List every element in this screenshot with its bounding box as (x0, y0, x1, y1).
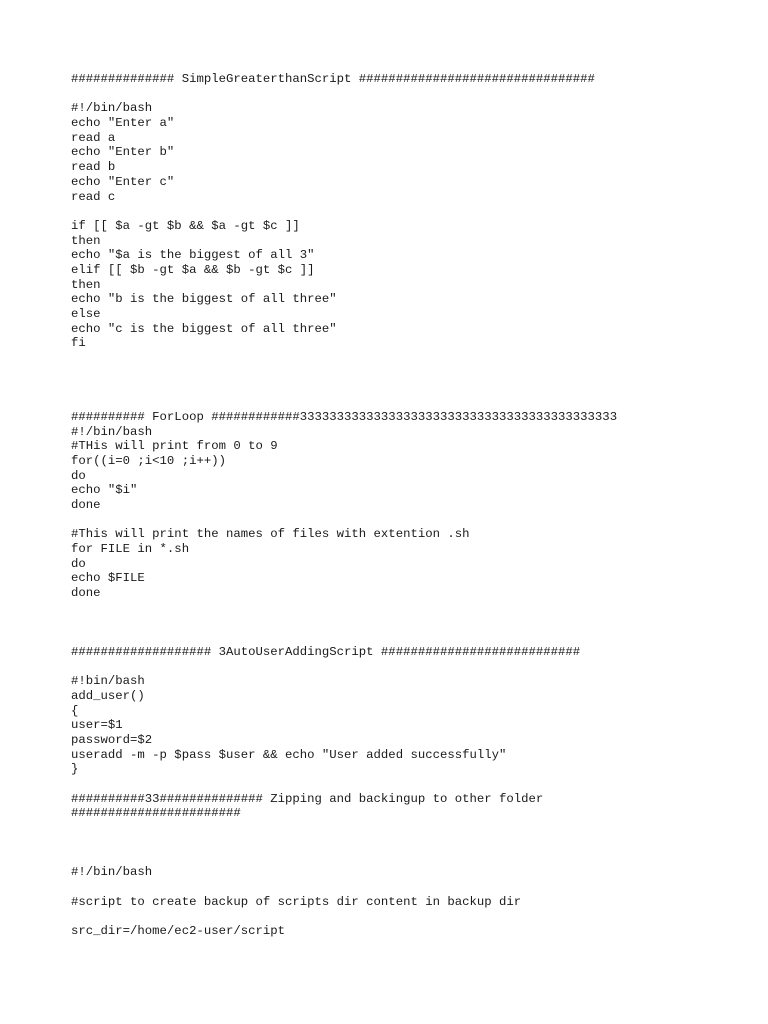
blank-line (71, 87, 751, 102)
code-line: do (71, 556, 86, 571)
blank-line (71, 513, 751, 528)
code-line: read c (71, 189, 116, 204)
code-line: #THis will print from 0 to 9 (71, 439, 278, 454)
code-line: #!bin/bash (71, 674, 145, 689)
code-line: ##########33############## Zipping and backingup to other folder (71, 791, 544, 806)
blank-line (71, 395, 751, 410)
code-line: user=$1 (71, 718, 123, 733)
blank-line (71, 880, 751, 895)
code-line: for((i=0 ;i<10 ;i++)) (71, 453, 226, 468)
code-line: { (71, 703, 79, 718)
code-line: done (71, 497, 101, 512)
blank-line (71, 601, 751, 616)
code-line: echo $FILE (71, 571, 145, 586)
blank-line (71, 630, 751, 645)
code-line: echo "Enter b" (71, 145, 175, 160)
code-line: read b (71, 160, 116, 175)
code-line: #This will print the names of files with extention .sh (71, 527, 470, 542)
blank-line (71, 836, 751, 851)
code-line: ############## SimpleGreaterthanScript ################################ (71, 72, 595, 86)
code-line: echo "Enter a" (71, 116, 175, 131)
code-line: elif [[ $b -gt $a && $b -gt $c ]] (71, 262, 315, 277)
code-line: } (71, 762, 79, 777)
code-line: do (71, 468, 86, 483)
code-line: add_user() (71, 688, 145, 703)
code-line: fi (71, 336, 86, 351)
code-line: for FILE in *.sh (71, 542, 190, 556)
code-line: echo "c is the biggest of all three" (71, 321, 337, 336)
code-line: #script to create backup of scripts dir content in backup dir (71, 894, 522, 909)
blank-line (71, 660, 751, 675)
blank-line (71, 366, 751, 381)
code-line: echo "Enter c" (71, 174, 175, 189)
blank-line (71, 380, 751, 395)
code-line: echo "$i" (71, 483, 138, 498)
code-line: src_dir=/home/ec2-user/script (71, 923, 286, 938)
code-line: else (71, 307, 101, 321)
code-line: ####################### (71, 806, 241, 821)
code-line: echo "$a is the biggest of all 3" (71, 248, 315, 263)
code-line: done (71, 586, 101, 601)
blank-line (71, 615, 751, 630)
blank-line (71, 821, 751, 836)
blank-line (71, 909, 751, 924)
code-line: password=$2 (71, 732, 153, 747)
blank-line (71, 777, 751, 792)
code-line: then (71, 277, 101, 292)
code-line: ################### 3AutoUserAddingScript ########################### (71, 644, 581, 659)
code-line: useradd -m -p $pass $user && echo "User added successfully" (71, 747, 507, 762)
code-line: ########## ForLoop ############3333333333333333333333333333333333333333333 (71, 409, 618, 424)
blank-line (71, 850, 751, 865)
blank-line (71, 351, 751, 366)
code-line: read a (71, 130, 116, 145)
code-line: then (71, 233, 101, 248)
blank-line (71, 204, 751, 219)
code-line: #!/bin/bash (71, 865, 153, 880)
script-text-block (71, 72, 751, 939)
code-line: #!/bin/bash (71, 424, 153, 439)
code-line: echo "b is the biggest of all three" (71, 292, 337, 307)
code-line: #!/bin/bash (71, 101, 153, 116)
code-line: if [[ $a -gt $b && $a -gt $c ]] (71, 218, 300, 233)
